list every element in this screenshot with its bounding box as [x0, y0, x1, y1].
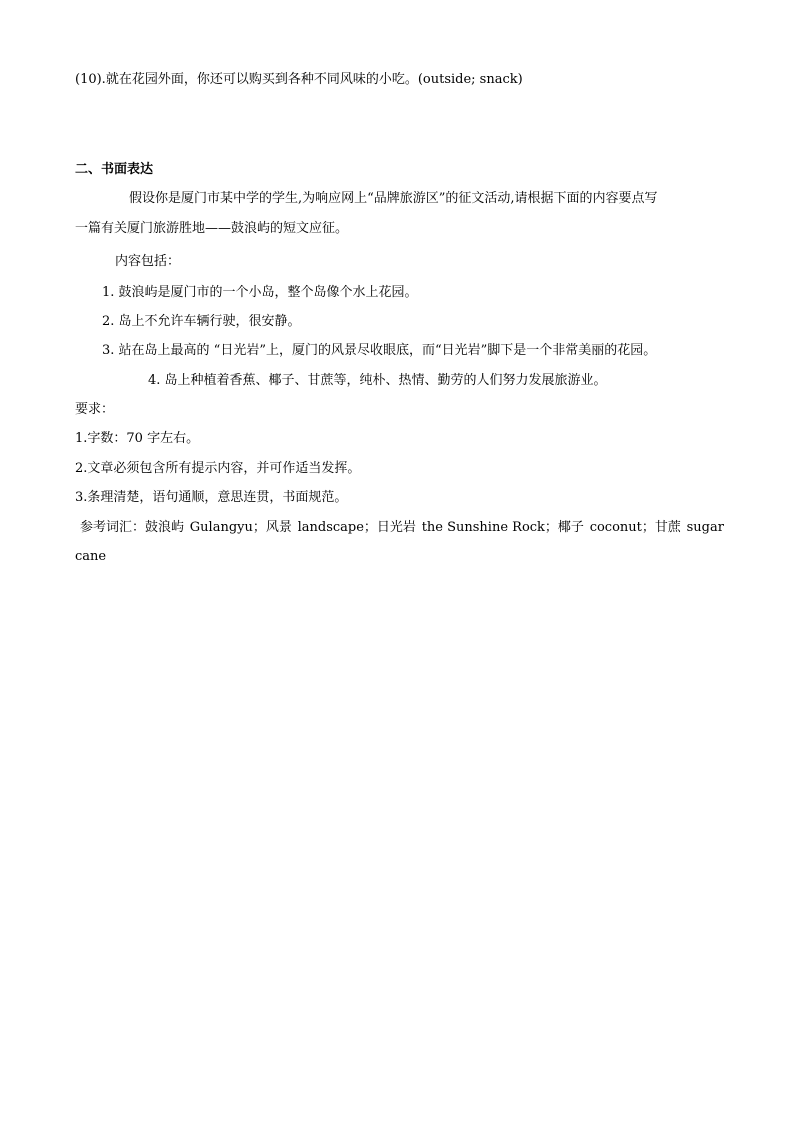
requirement-2: 2.文章必须包含所有提示内容，并可作适当发挥。 [75, 461, 361, 476]
requirement-1: 1.字数：70 字左右。 [75, 431, 200, 446]
content-item-1: 1. 鼓浪屿是厦门市的一个小岛，整个岛像个水上花园。 [102, 285, 418, 300]
vocab-item-3: landscape；日光岩 [297, 520, 416, 535]
content-item-2: 2. 岛上不允许车辆行驶，很安静。 [102, 314, 301, 329]
prompt-line-1: 假设你是厦门市某中学的学生,为响应网上“品牌旅游区”的征文活动,请根据下面的内容要点写 [129, 191, 658, 206]
section-title: 二、书面表达 [75, 162, 154, 177]
vocab-item-4: the Sunshine Rock；椰子 [421, 520, 584, 535]
content-item-4: 4. 岛上种植着香蕉、椰子、甘蔗等，纯朴、热情、勤劳的人们努力发展旅游业。 [148, 373, 607, 388]
requirements-heading: 要求： [75, 402, 115, 417]
requirement-3: 3.条理清楚，语句通顺，意思连贯，书面规范。 [75, 490, 348, 505]
vocab-item-2: Gulangyu；风景 [189, 520, 292, 535]
prompt-line-2: 一篇有关厦门旅游胜地——鼓浪屿的短文应征。 [75, 221, 349, 236]
content-item-3: 3. 站在岛上最高的 “日光岩”上，厦门的风景尽收眼底，而“日光岩”脚下是一个非常美丽的花园。 [102, 343, 657, 358]
vocab-label-and-first: 参考词汇：鼓浪屿 [80, 520, 185, 535]
vocab-item-5: coconut；甘蔗 [589, 520, 681, 535]
content-heading: 内容包括： [115, 254, 181, 269]
vocab-continuation: cane [75, 549, 107, 564]
vocab-line [80, 519, 724, 537]
vocab-item-6: sugar [686, 520, 724, 535]
question-10: (10).就在花园外面，你还可以购买到各种不同风味的小吃。(outside; snack) [75, 72, 523, 87]
